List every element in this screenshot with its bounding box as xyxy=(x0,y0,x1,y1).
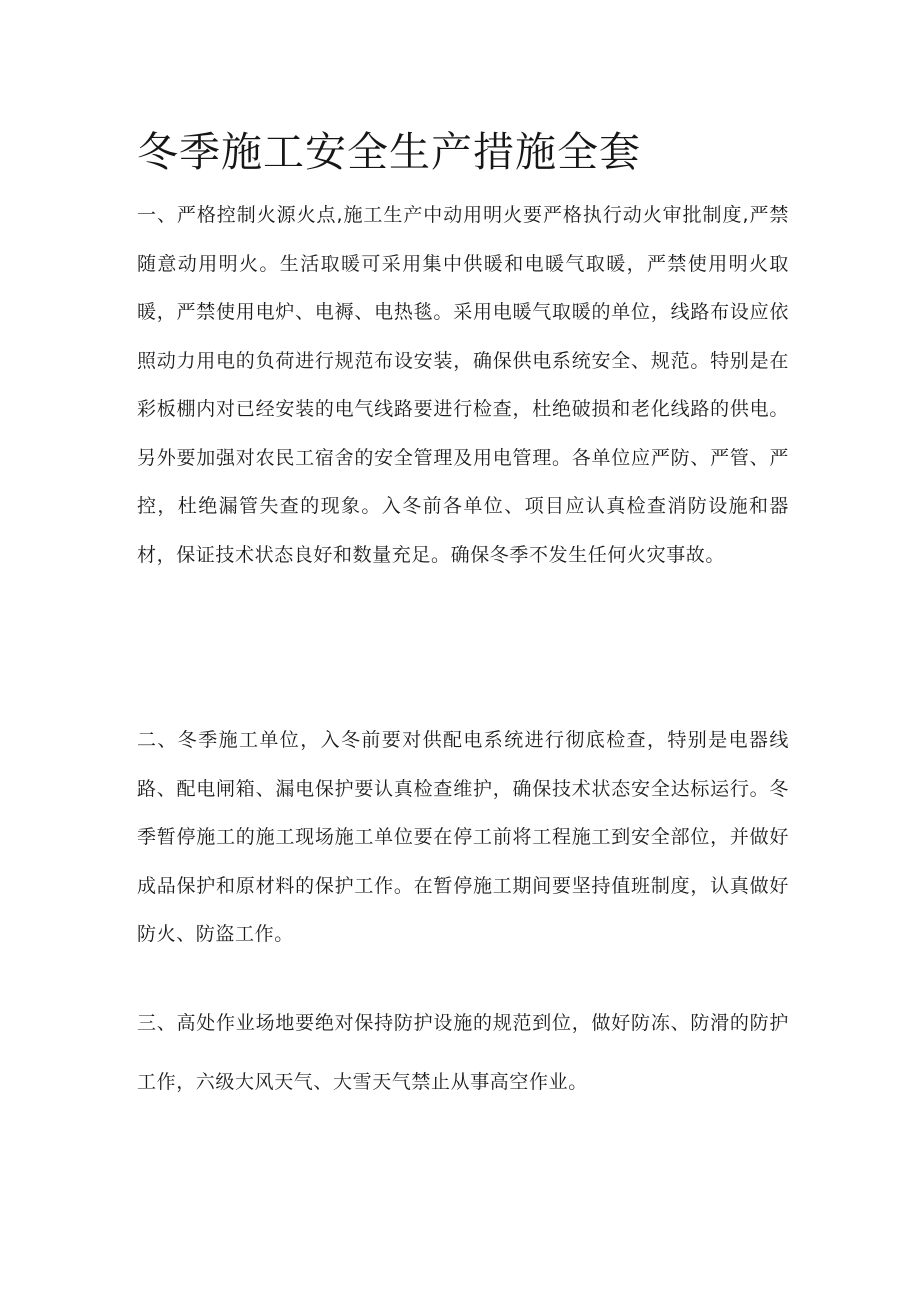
document-title: 冬季施工安全生产措施全套 xyxy=(137,128,641,176)
paragraph-high-altitude-work: 三、高处作业场地要绝对保持防护设施的规范到位，做好防冻、防滑的防护工作，六级大风天气、大雪天气禁止从事高空作业。 xyxy=(137,1012,789,1093)
paragraph-fire-control: 一、严格控制火源火点,施工生产中动用明火要严格执行动火审批制度,严禁随意动用明火。生活取暖可采用集中供暖和电暖气取暖，严禁使用明火取暖，严禁使用电炉、电褥、电热毯。采用电暖气取暖的单位，线路布设应依照动力用电的负荷进行规范布设安装，确保供电系统安全、规范。特别是在彩板棚内对已经安装的电气线路要进行检查，杜绝破损和老化线路的供电。另外要加强对农民工宿舍的安全管理及用电管理。各单位应严防、严管、严控，杜绝漏管失查的现象。入冬前各单位、项目应认真检查消防设施和器材，保证技术状态良好和数量充足。确保冬季不发生任何火灾事故。 xyxy=(137,204,789,566)
paragraph-power-inspection: 二、冬季施工单位，入冬前要对供配电系统进行彻底检查，特别是电器线路、配电闸箱、漏电保护要认真检查维护，确保技术状态安全达标运行。冬季暂停施工的施工现场施工单位要在停工前将工程施工到安全部位，并做好成品保护和原材料的保护工作。在暂停施工期间要坚持值班制度，认真做好防火、防盗工作。 xyxy=(137,729,789,945)
